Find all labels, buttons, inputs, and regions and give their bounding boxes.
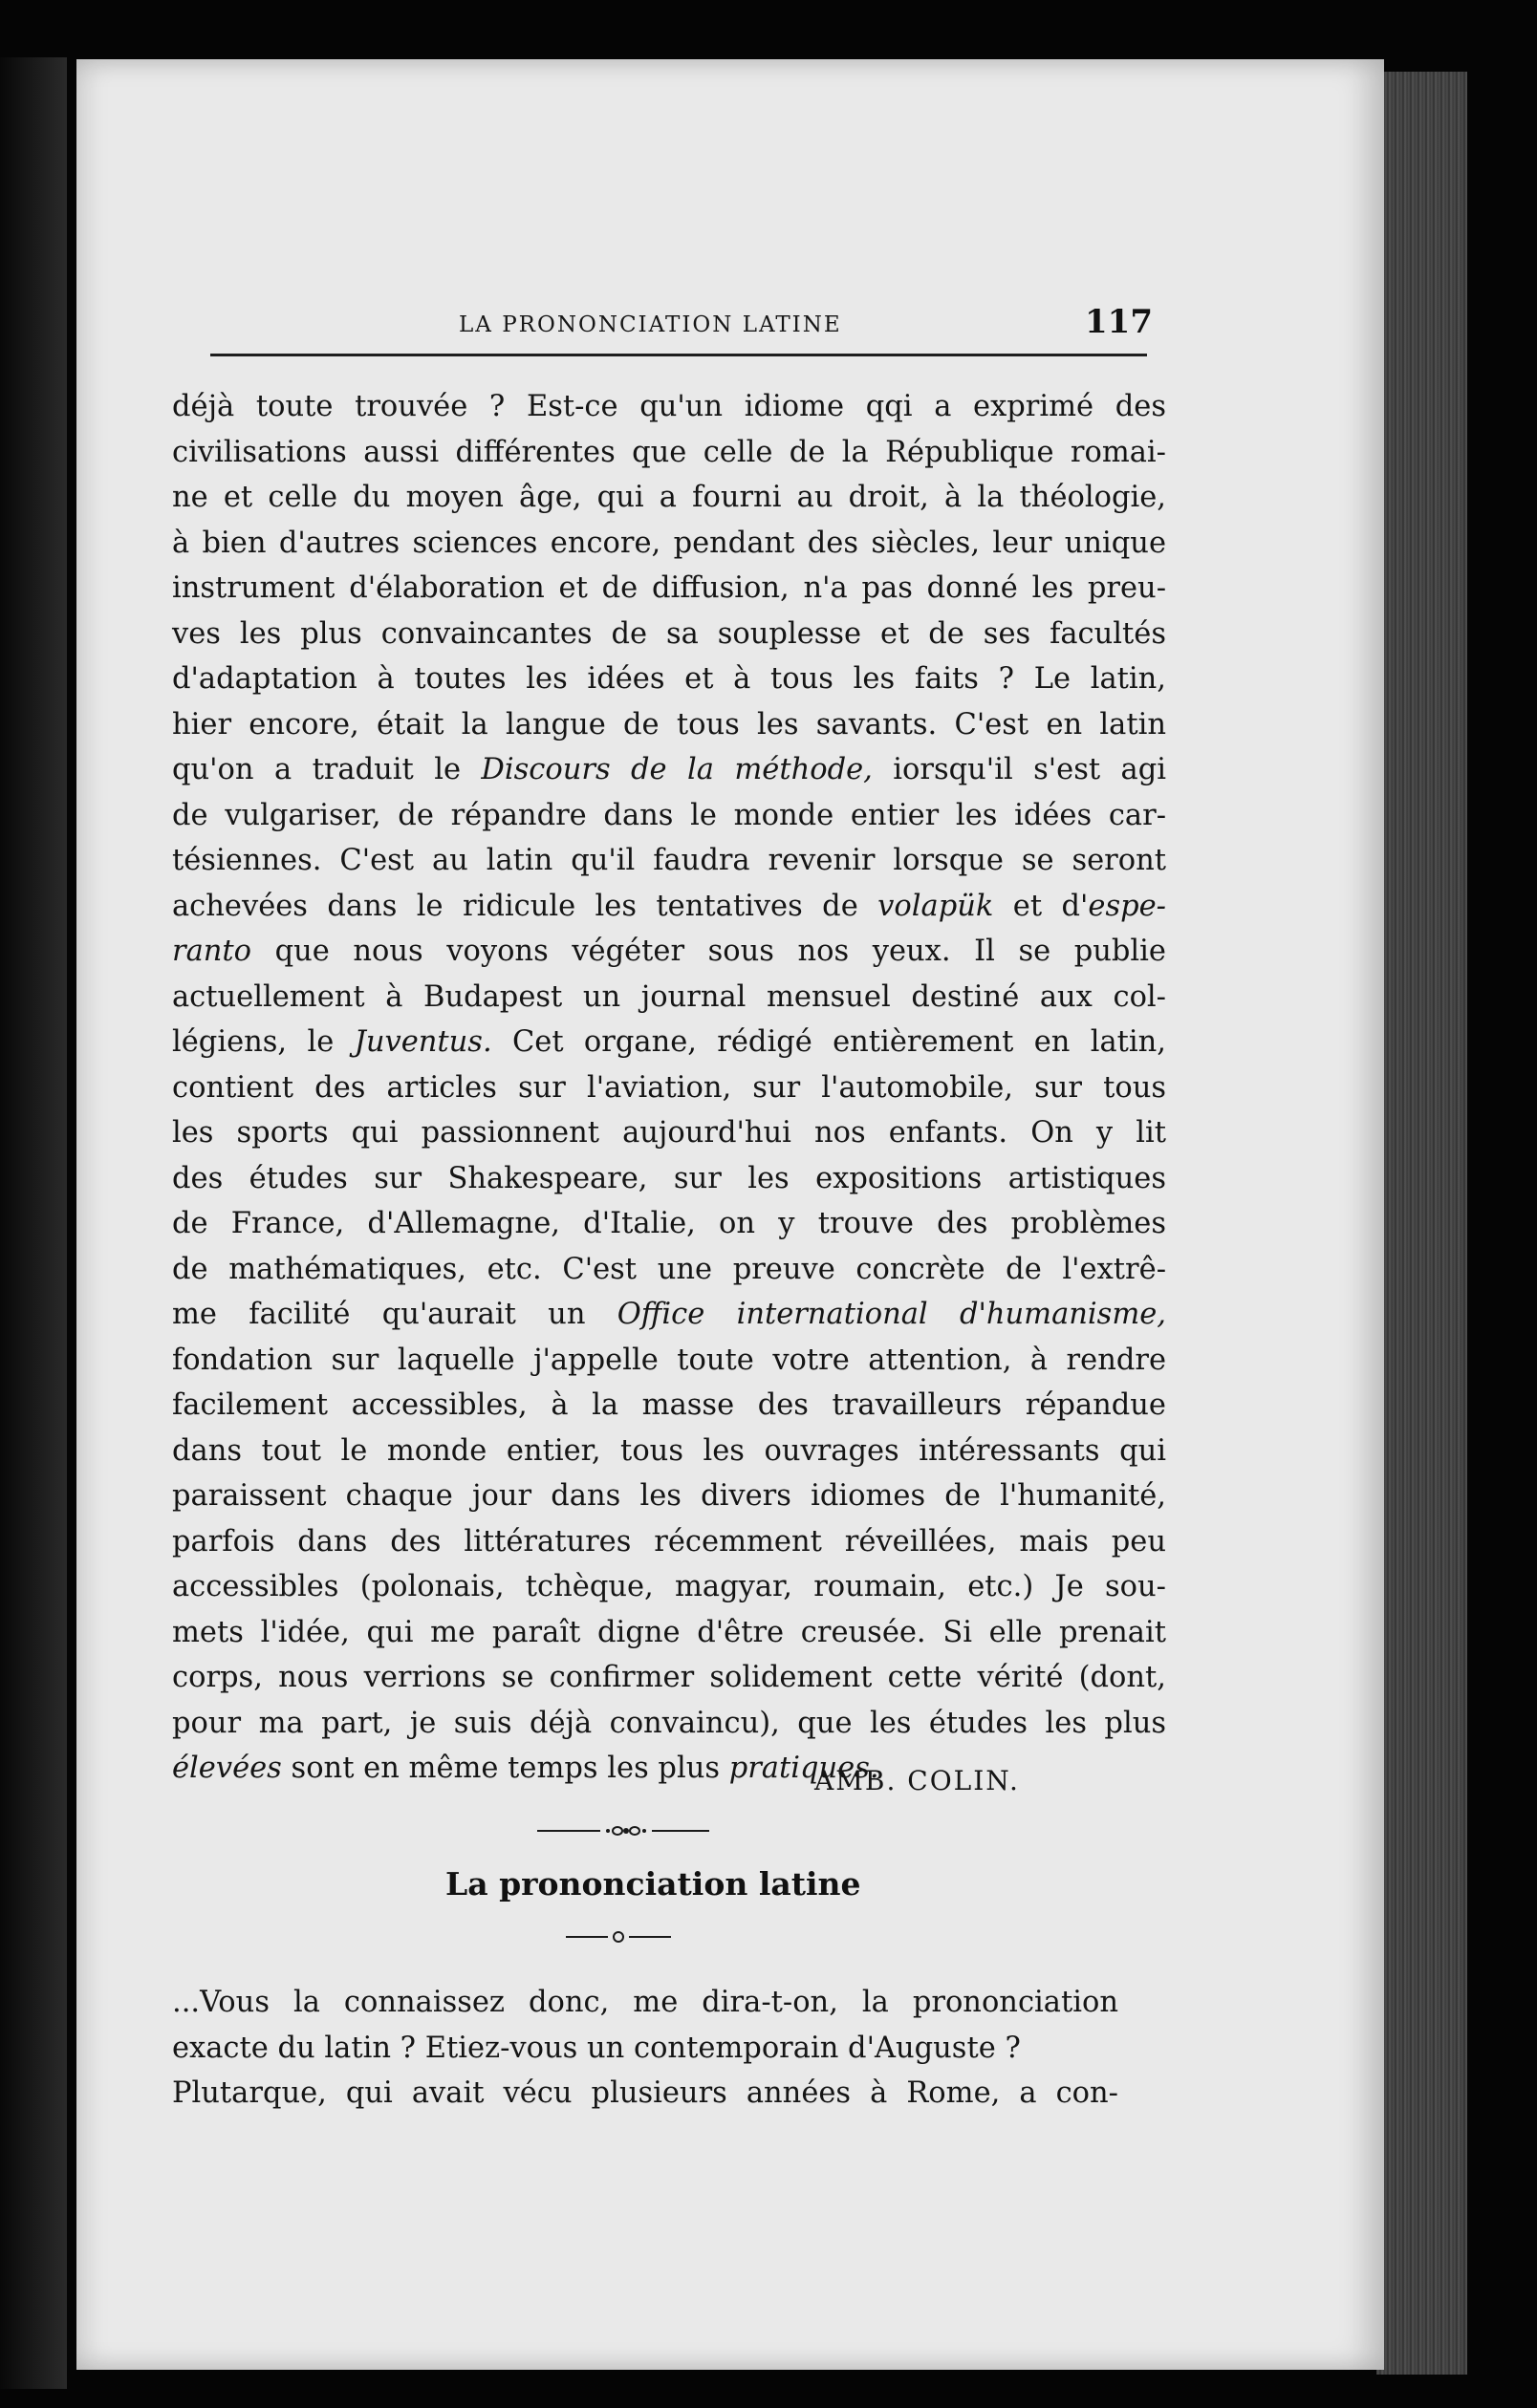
text-line: achevées dans le ridicule les tentatives de volapük et d'espe- bbox=[172, 889, 1166, 923]
text-line: de mathématiques, etc. C'est une preuve concrète de l'extrê- bbox=[172, 1252, 1166, 1286]
text-line: déjà toute trouvée ? Est-ce qu'un idiome qqi a exprimé des bbox=[172, 390, 1166, 423]
text-line: exacte du latin ? Etiez-vous un contemporain d'Auguste ? bbox=[172, 2031, 1021, 2065]
text-line: mets l'idée, qui me paraît digne d'être creusée. Si elle prenait bbox=[172, 1615, 1166, 1649]
italic-term: espe- bbox=[1088, 889, 1166, 923]
text-line: ne et celle du moyen âge, qui a fourni au droit, à la théologie, bbox=[172, 481, 1166, 514]
text-line: parfois dans des littératures récemment réveillées, mais peu bbox=[172, 1524, 1166, 1559]
ornament-dot bbox=[606, 1829, 610, 1833]
text-line: actuellement à Budapest un journal mensuel destiné aux col- bbox=[172, 979, 1166, 1014]
text-line: ves les plus convaincantes de sa souplesse et de ses facultés bbox=[172, 616, 1166, 651]
text-line: de France, d'Allemagne, d'Italie, on y trouve des problèmes bbox=[172, 1207, 1166, 1240]
author-signature: AMB. COLIN. bbox=[814, 1765, 1020, 1796]
article-body bbox=[172, 384, 1166, 1792]
text-line: Plutarque, qui avait vécu plusieurs années à Rome, a con- bbox=[172, 2076, 1118, 2110]
text-line: légiens, le Juventus. Cet organe, rédigé entièrement en latin, bbox=[172, 1025, 1166, 1059]
text-line: fondation sur laquelle j'appelle toute votre attention, à rendre bbox=[172, 1343, 1166, 1377]
text-line: à bien d'autres sciences encore, pendant des siècles, leur unique bbox=[172, 526, 1166, 560]
ornament-center bbox=[623, 1828, 629, 1834]
text-line: pour ma part, je suis déjà convaincu), que les études les plus bbox=[172, 1706, 1166, 1740]
italic-term: ranto bbox=[172, 935, 252, 968]
italic-term: pratiques. bbox=[728, 1752, 879, 1785]
ornament-loop bbox=[613, 1827, 622, 1835]
italic-title: Discours de la méthode, bbox=[481, 753, 873, 786]
italic-title: Office international d'humanisme, bbox=[617, 1298, 1166, 1331]
small-divider bbox=[566, 1927, 671, 1946]
divider-circle bbox=[614, 1932, 623, 1942]
text-line: instrument d'élaboration et de diffusion, n'a pas donné les preu- bbox=[172, 571, 1166, 605]
page-stack-edge bbox=[1376, 72, 1467, 2375]
text-line: accessibles (polonais, tchèque, magyar, roumain, etc.) Je sou- bbox=[172, 1570, 1166, 1603]
page-number: 117 bbox=[1085, 303, 1153, 341]
italic-term: élevées bbox=[172, 1752, 282, 1785]
text-line: de vulgariser, de répandre dans le monde entier les idées car- bbox=[172, 798, 1166, 832]
text-line: contient des articles sur l'aviation, sur l'automobile, sur tous bbox=[172, 1070, 1166, 1105]
section-body bbox=[172, 1980, 1118, 2117]
text-line: civilisations aussi différentes que celle de la République romai- bbox=[172, 435, 1166, 469]
ornament-dot bbox=[642, 1829, 646, 1833]
binding-shadow bbox=[0, 57, 67, 2389]
text-line: qu'on a traduit le Discours de la méthode, iorsqu'il s'est agi bbox=[172, 753, 1166, 786]
text-line: me facilité qu'aurait un Office international d'humanisme, bbox=[172, 1298, 1166, 1331]
text-line: dans tout le monde entier, tous les ouvrages intéressants qui bbox=[172, 1433, 1166, 1468]
text-line: hier encore, était la langue de tous les savants. C'est en latin bbox=[172, 707, 1166, 742]
italic-term: volapük bbox=[877, 889, 994, 923]
text-line: d'adaptation à toutes les idées et à tous les faits ? Le latin, bbox=[172, 662, 1166, 696]
text-line: ranto que nous voyons végéter sous nos yeux. Il se publie bbox=[172, 935, 1166, 968]
text-line: facilement accessibles, à la masse des travailleurs répandue bbox=[172, 1388, 1166, 1422]
section-title: La prononciation latine bbox=[445, 1865, 861, 1903]
text-line: corps, nous verrions se confirmer solidement cette vérité (dont, bbox=[172, 1661, 1166, 1694]
italic-title: Juventus. bbox=[354, 1025, 492, 1059]
ornament-loop bbox=[630, 1827, 639, 1835]
text-line: des études sur Shakespeare, sur les expositions artistiques bbox=[172, 1161, 1166, 1195]
text-line: élevées sont en même temps les plus pratiques. bbox=[172, 1752, 879, 1785]
text-line: ...Vous la connaissez donc, me dira-t-on, la prononciation bbox=[172, 1986, 1118, 2019]
ornament-divider bbox=[537, 1821, 709, 1840]
running-head: LA PRONONCIATION LATINE bbox=[459, 312, 842, 337]
text-line: tésiennes. C'est au latin qu'il faudra revenir lorsque se seront bbox=[172, 844, 1166, 877]
text-line: les sports qui passionnent aujourd'hui nos enfants. On y lit bbox=[172, 1116, 1166, 1150]
book-page bbox=[76, 59, 1384, 2370]
text-line: paraissent chaque jour dans les divers idiomes de l'humanité, bbox=[172, 1479, 1166, 1513]
header-rule bbox=[210, 354, 1147, 356]
